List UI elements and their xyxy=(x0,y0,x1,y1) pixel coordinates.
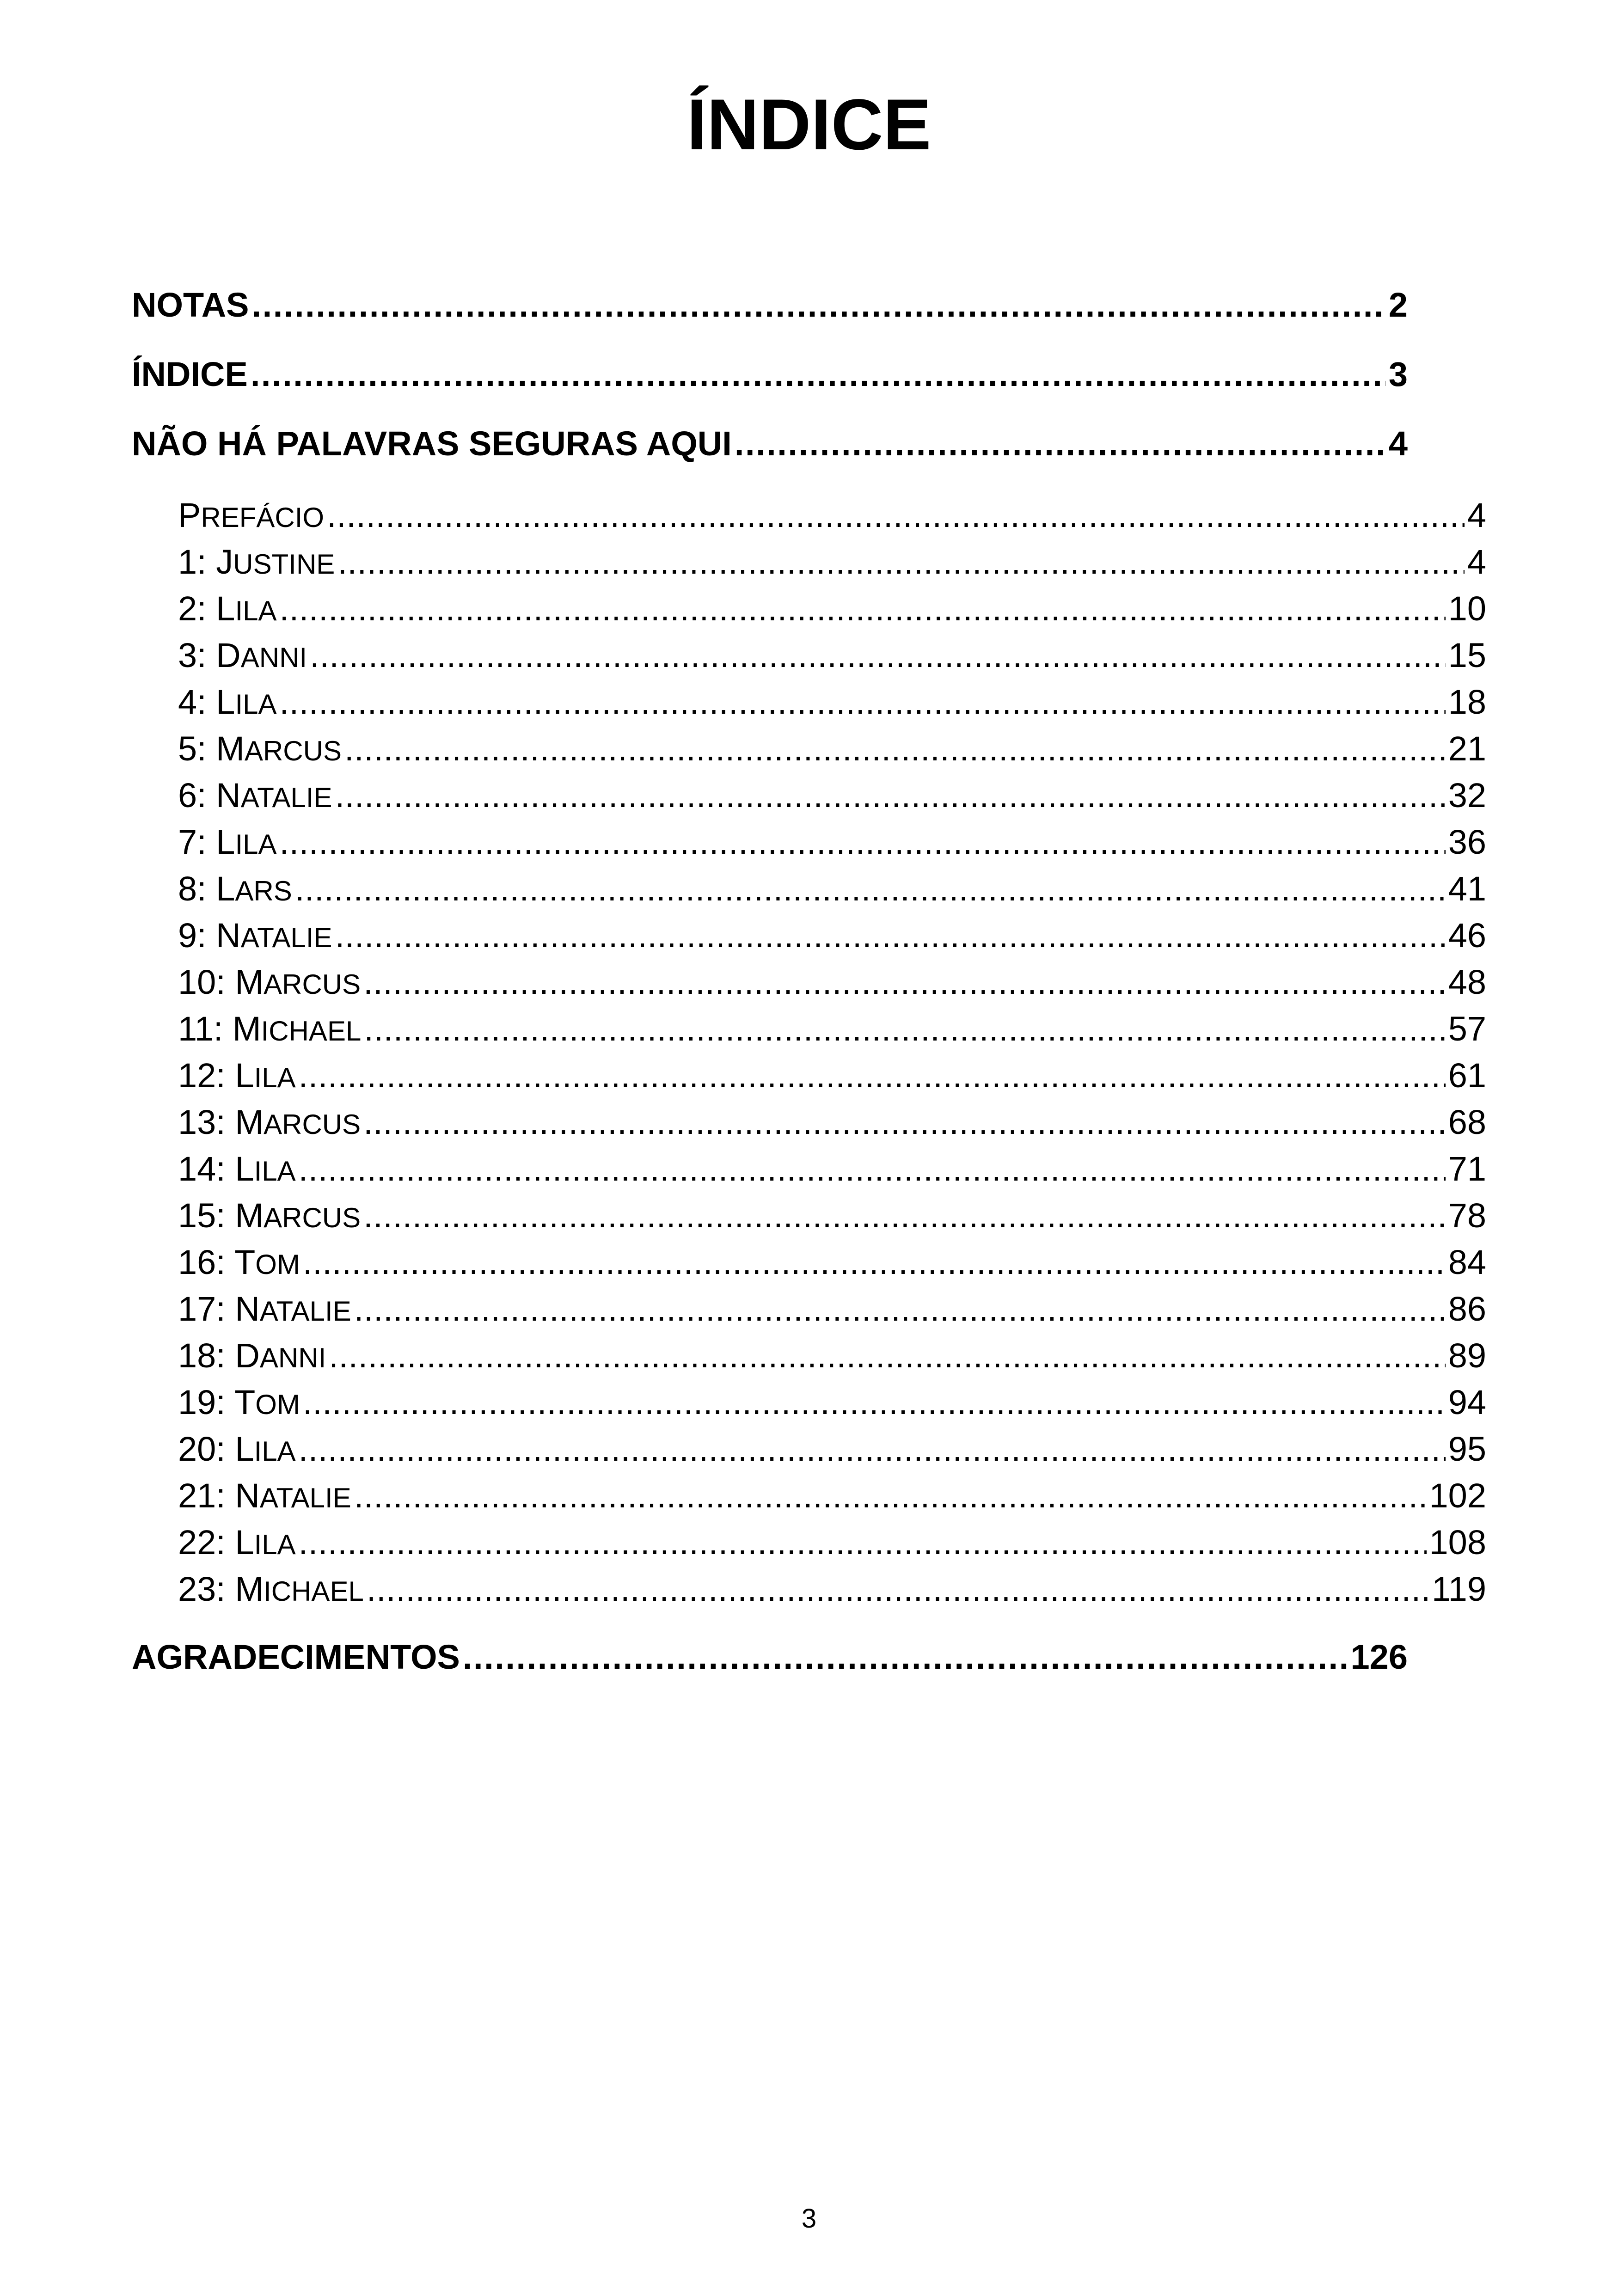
toc-chapter-initial: N xyxy=(216,916,241,955)
toc-dot-leader xyxy=(280,819,1446,865)
toc-chapter-name-rest: ATALIE xyxy=(259,1296,351,1327)
toc-chapter-label xyxy=(178,912,332,959)
toc-entry-agradecimentos[interactable] xyxy=(132,1634,1408,1680)
toc-chapter-label xyxy=(178,1426,296,1472)
toc-chapter-number: 7: xyxy=(178,823,216,861)
toc-chapter-label xyxy=(178,1006,361,1052)
toc-chapter-number: 6: xyxy=(178,776,216,814)
toc-chapter-entry[interactable] xyxy=(178,772,1486,819)
toc-chapter-number: 1: xyxy=(178,543,216,581)
toc-chapter-initial: M xyxy=(216,729,245,768)
toc-chapter-number: 20: xyxy=(178,1430,235,1468)
toc-dot-leader xyxy=(299,1053,1446,1099)
toc-chapter-entry[interactable] xyxy=(178,539,1486,585)
toc-dot-leader xyxy=(367,1566,1429,1612)
toc-chapter-entry[interactable] xyxy=(178,679,1486,725)
toc-chapter-entry[interactable] xyxy=(178,1519,1486,1566)
toc-chapter-initial: M xyxy=(235,963,264,1001)
toc-chapter-name-rest: ILA xyxy=(254,1062,296,1093)
toc-chapter-number: 15: xyxy=(178,1196,235,1235)
toc-chapter-name-rest: ILA xyxy=(235,595,277,626)
toc-chapter-entry[interactable] xyxy=(178,1053,1486,1099)
toc-chapter-entry[interactable] xyxy=(178,1379,1486,1426)
toc-chapter-number: 11: xyxy=(178,1010,233,1048)
toc-chapter-initial: L xyxy=(216,683,235,721)
toc-dot-leader xyxy=(363,1193,1446,1239)
toc-chapter-number: 22: xyxy=(178,1523,235,1561)
toc-chapter-name-rest: ATALIE xyxy=(259,1482,351,1513)
toc-chapter-entry[interactable] xyxy=(178,1286,1486,1332)
toc-chapter-number: 2: xyxy=(178,589,216,628)
toc-chapter-number: 5: xyxy=(178,729,216,768)
toc-chapter-number: 4: xyxy=(178,683,216,721)
page-number: 3 xyxy=(801,2204,817,2234)
toc-chapter-label xyxy=(178,819,277,865)
toc-chapter-page: 89 xyxy=(1448,1333,1486,1379)
toc-chapter-name-rest: ILA xyxy=(254,1156,296,1187)
toc-chapter-entry[interactable] xyxy=(178,1099,1486,1145)
toc-dot-leader xyxy=(735,421,1386,467)
toc-chapter-name-rest: ARCUS xyxy=(244,735,342,766)
toc-dot-leader xyxy=(299,1426,1446,1472)
toc-entry-page: 3 xyxy=(1389,351,1408,398)
toc-dot-leader xyxy=(329,1333,1445,1379)
toc-chapter-entry[interactable] xyxy=(178,1146,1486,1192)
toc-chapter-name-rest: ILA xyxy=(235,829,277,860)
toc-entry-label: NOTAS xyxy=(132,282,249,328)
toc-chapter-page: 102 xyxy=(1429,1473,1486,1519)
toc-dot-leader xyxy=(344,726,1446,772)
toc-chapter-label xyxy=(178,1053,296,1099)
toc-chapter-initial: D xyxy=(235,1336,260,1375)
toc-dot-leader xyxy=(303,1379,1446,1426)
toc-chapter-initial: L xyxy=(216,589,235,628)
toc-chapter-page: 48 xyxy=(1448,959,1486,1005)
toc-chapter-initial: L xyxy=(235,1430,254,1468)
toc-dot-leader xyxy=(299,1519,1427,1566)
toc-chapter-entry[interactable] xyxy=(178,1006,1486,1052)
toc-chapter-label xyxy=(178,679,277,725)
toc-entry-nao-ha-palavras-seguras-aqui[interactable] xyxy=(132,421,1408,467)
toc-chapter-initial: M xyxy=(232,1010,261,1048)
toc-chapter-number: 14: xyxy=(178,1150,235,1188)
toc-chapter-name-rest: ARCUS xyxy=(264,1202,361,1233)
toc-chapter-initial: M xyxy=(235,1570,264,1608)
toc-chapter-entry[interactable] xyxy=(178,866,1486,912)
toc-chapter-entry[interactable] xyxy=(178,1333,1486,1379)
toc-dot-leader xyxy=(363,959,1446,1005)
toc-chapter-label xyxy=(178,539,335,585)
toc-chapter-initial: L xyxy=(216,869,235,908)
toc-dot-leader xyxy=(335,912,1446,959)
toc-chapter-name-rest: ILA xyxy=(235,689,277,720)
toc-dot-leader xyxy=(310,632,1446,679)
toc-dot-leader xyxy=(337,539,1465,585)
toc-chapter-label xyxy=(178,632,307,679)
toc-chapter-page: 46 xyxy=(1448,912,1486,959)
toc-chapter-number: 3: xyxy=(178,636,216,674)
toc-entry-label: NÃO HÁ PALAVRAS SEGURAS AQUI xyxy=(132,421,732,467)
toc-chapter-page: 32 xyxy=(1448,772,1486,819)
toc-chapter-label xyxy=(178,866,292,912)
toc-chapter-name-rest: ARCUS xyxy=(264,1109,361,1140)
toc-chapter-page: 4 xyxy=(1467,539,1486,585)
page-title: ÍNDICE xyxy=(686,85,932,165)
toc-chapter-label xyxy=(178,1193,361,1239)
toc-chapter-name-rest: ARS xyxy=(235,876,292,906)
toc-chapter-page: 95 xyxy=(1448,1426,1486,1472)
toc-chapter-name-rest: ANNI xyxy=(240,642,307,673)
toc-chapter-label xyxy=(178,1333,326,1379)
toc-chapter-entry[interactable] xyxy=(178,959,1486,1005)
toc-chapter-number: 10: xyxy=(178,963,235,1001)
toc-chapter-entry[interactable] xyxy=(178,1473,1486,1519)
toc-entry-label: ÍNDICE xyxy=(132,351,248,398)
toc-chapter-number: 12: xyxy=(178,1056,235,1095)
toc-chapter-label xyxy=(178,1379,300,1426)
toc-chapter-initial: P xyxy=(178,496,201,534)
toc-chapter-label xyxy=(178,1566,364,1612)
toc-chapter-name-rest: ICHAEL xyxy=(261,1016,362,1047)
toc-chapter-entry[interactable] xyxy=(178,1426,1486,1472)
toc-chapter-entry[interactable] xyxy=(178,586,1486,632)
toc-chapter-page: 4 xyxy=(1467,492,1486,539)
toc-chapter-page: 41 xyxy=(1448,866,1486,912)
toc-chapter-number: 19: xyxy=(178,1383,235,1421)
toc-chapter-page: 68 xyxy=(1448,1099,1486,1145)
toc-chapter-number: 18: xyxy=(178,1336,235,1375)
toc-chapter-initial: N xyxy=(235,1290,260,1328)
toc-chapter-page: 61 xyxy=(1448,1053,1486,1099)
toc-chapter-page: 15 xyxy=(1448,632,1486,679)
toc-dot-leader xyxy=(252,282,1386,328)
toc-chapter-page: 21 xyxy=(1448,726,1486,772)
toc-chapter-entry[interactable] xyxy=(178,819,1486,865)
toc-dot-leader xyxy=(280,586,1446,632)
toc-chapter-page: 10 xyxy=(1448,586,1486,632)
toc-chapter-page: 119 xyxy=(1432,1566,1486,1612)
toc-chapter-initial: L xyxy=(235,1150,254,1188)
toc-chapter-entry[interactable] xyxy=(178,912,1486,959)
toc-chapter-number: 8: xyxy=(178,869,216,908)
toc-chapter-name-rest: ARCUS xyxy=(264,969,361,1000)
toc-chapter-name-rest: ATALIE xyxy=(240,922,332,953)
toc-chapter-initial: M xyxy=(235,1103,264,1141)
toc-chapter-initial: J xyxy=(216,543,233,581)
toc-dot-leader xyxy=(303,1239,1446,1286)
toc-chapter-page: 78 xyxy=(1448,1193,1486,1239)
toc-chapter-label xyxy=(178,492,324,539)
toc-chapter-initial: T xyxy=(234,1243,256,1281)
toc-dot-leader xyxy=(335,772,1446,819)
toc-chapter-name-rest: ILA xyxy=(254,1529,296,1560)
toc-chapter-name-rest: ICHAEL xyxy=(264,1576,364,1607)
toc-chapter-entry[interactable] xyxy=(178,632,1486,679)
toc-chapter-label xyxy=(178,1519,296,1566)
toc-chapter-name-rest: OM xyxy=(255,1249,300,1280)
toc-chapter-initial: N xyxy=(235,1476,260,1515)
toc-chapter-name-rest: ATALIE xyxy=(240,782,332,813)
toc-chapter-number: 9: xyxy=(178,916,216,955)
toc-chapter-label xyxy=(178,1239,300,1286)
toc-chapter-initial: T xyxy=(234,1383,256,1421)
toc-chapter-name-rest: USTINE xyxy=(233,549,335,580)
toc-chapter-entry[interactable] xyxy=(178,1239,1486,1286)
toc-chapter-name-rest: OM xyxy=(255,1389,300,1420)
toc-dot-leader xyxy=(251,351,1386,398)
toc-chapter-label xyxy=(178,1473,351,1519)
toc-dot-leader xyxy=(295,866,1446,912)
toc-chapter-initial: L xyxy=(216,823,235,861)
toc-chapter-number: 21: xyxy=(178,1476,235,1515)
toc-dot-leader xyxy=(363,1099,1446,1145)
toc-chapter-initial: L xyxy=(235,1523,254,1561)
toc-chapter-initial: L xyxy=(235,1056,254,1095)
toc-chapter-entry[interactable] xyxy=(178,492,1486,539)
toc-entry-indice[interactable] xyxy=(132,351,1408,398)
toc-chapter-page: 18 xyxy=(1448,679,1486,725)
toc-chapter-page: 57 xyxy=(1448,1006,1486,1052)
toc-chapter-number: 17: xyxy=(178,1290,235,1328)
toc-entry-page: 126 xyxy=(1351,1634,1408,1680)
toc-chapter-number: 23: xyxy=(178,1570,235,1608)
toc-dot-leader xyxy=(280,679,1446,725)
toc-chapter-name-rest: ILA xyxy=(254,1436,296,1467)
toc-chapter-label xyxy=(178,726,342,772)
toc-chapter-label xyxy=(178,1286,351,1332)
toc-dot-leader xyxy=(327,492,1465,539)
toc-dot-leader xyxy=(463,1634,1348,1680)
toc-chapter-label xyxy=(178,1099,361,1145)
toc-chapter-label xyxy=(178,772,332,819)
toc-chapter-page: 94 xyxy=(1448,1379,1486,1426)
toc-dot-leader xyxy=(354,1286,1446,1332)
toc-chapter-page: 108 xyxy=(1429,1519,1486,1566)
toc-chapter-initial: M xyxy=(235,1196,264,1235)
toc-entry-page: 2 xyxy=(1389,282,1408,328)
toc-dot-leader xyxy=(364,1006,1445,1052)
toc-entry-notas[interactable] xyxy=(132,282,1408,328)
toc-chapter-initial: N xyxy=(216,776,241,814)
toc-chapter-page: 84 xyxy=(1448,1239,1486,1286)
toc-chapter-number: 16: xyxy=(178,1243,235,1281)
toc-dot-leader xyxy=(354,1473,1427,1519)
toc-entry-label: AGRADECIMENTOS xyxy=(132,1634,460,1680)
toc-chapter-initial: D xyxy=(216,636,241,674)
toc-chapter-name-rest: ANNI xyxy=(259,1342,326,1373)
toc-chapter-entry[interactable] xyxy=(178,726,1486,772)
toc-chapter-name-rest: REFÁCIO xyxy=(201,502,325,533)
toc-chapter-label xyxy=(178,1146,296,1192)
toc-dot-leader xyxy=(299,1146,1446,1192)
toc-entry-page: 4 xyxy=(1389,421,1408,467)
toc-chapter-entry[interactable] xyxy=(178,1566,1486,1612)
toc-chapter-label xyxy=(178,959,361,1005)
toc-chapter-page: 36 xyxy=(1448,819,1486,865)
toc-chapter-entry[interactable] xyxy=(178,1193,1486,1239)
toc-chapter-number: 13: xyxy=(178,1103,235,1141)
toc-chapter-page: 86 xyxy=(1448,1286,1486,1332)
toc-chapter-label xyxy=(178,586,277,632)
toc-chapter-page: 71 xyxy=(1448,1146,1486,1192)
